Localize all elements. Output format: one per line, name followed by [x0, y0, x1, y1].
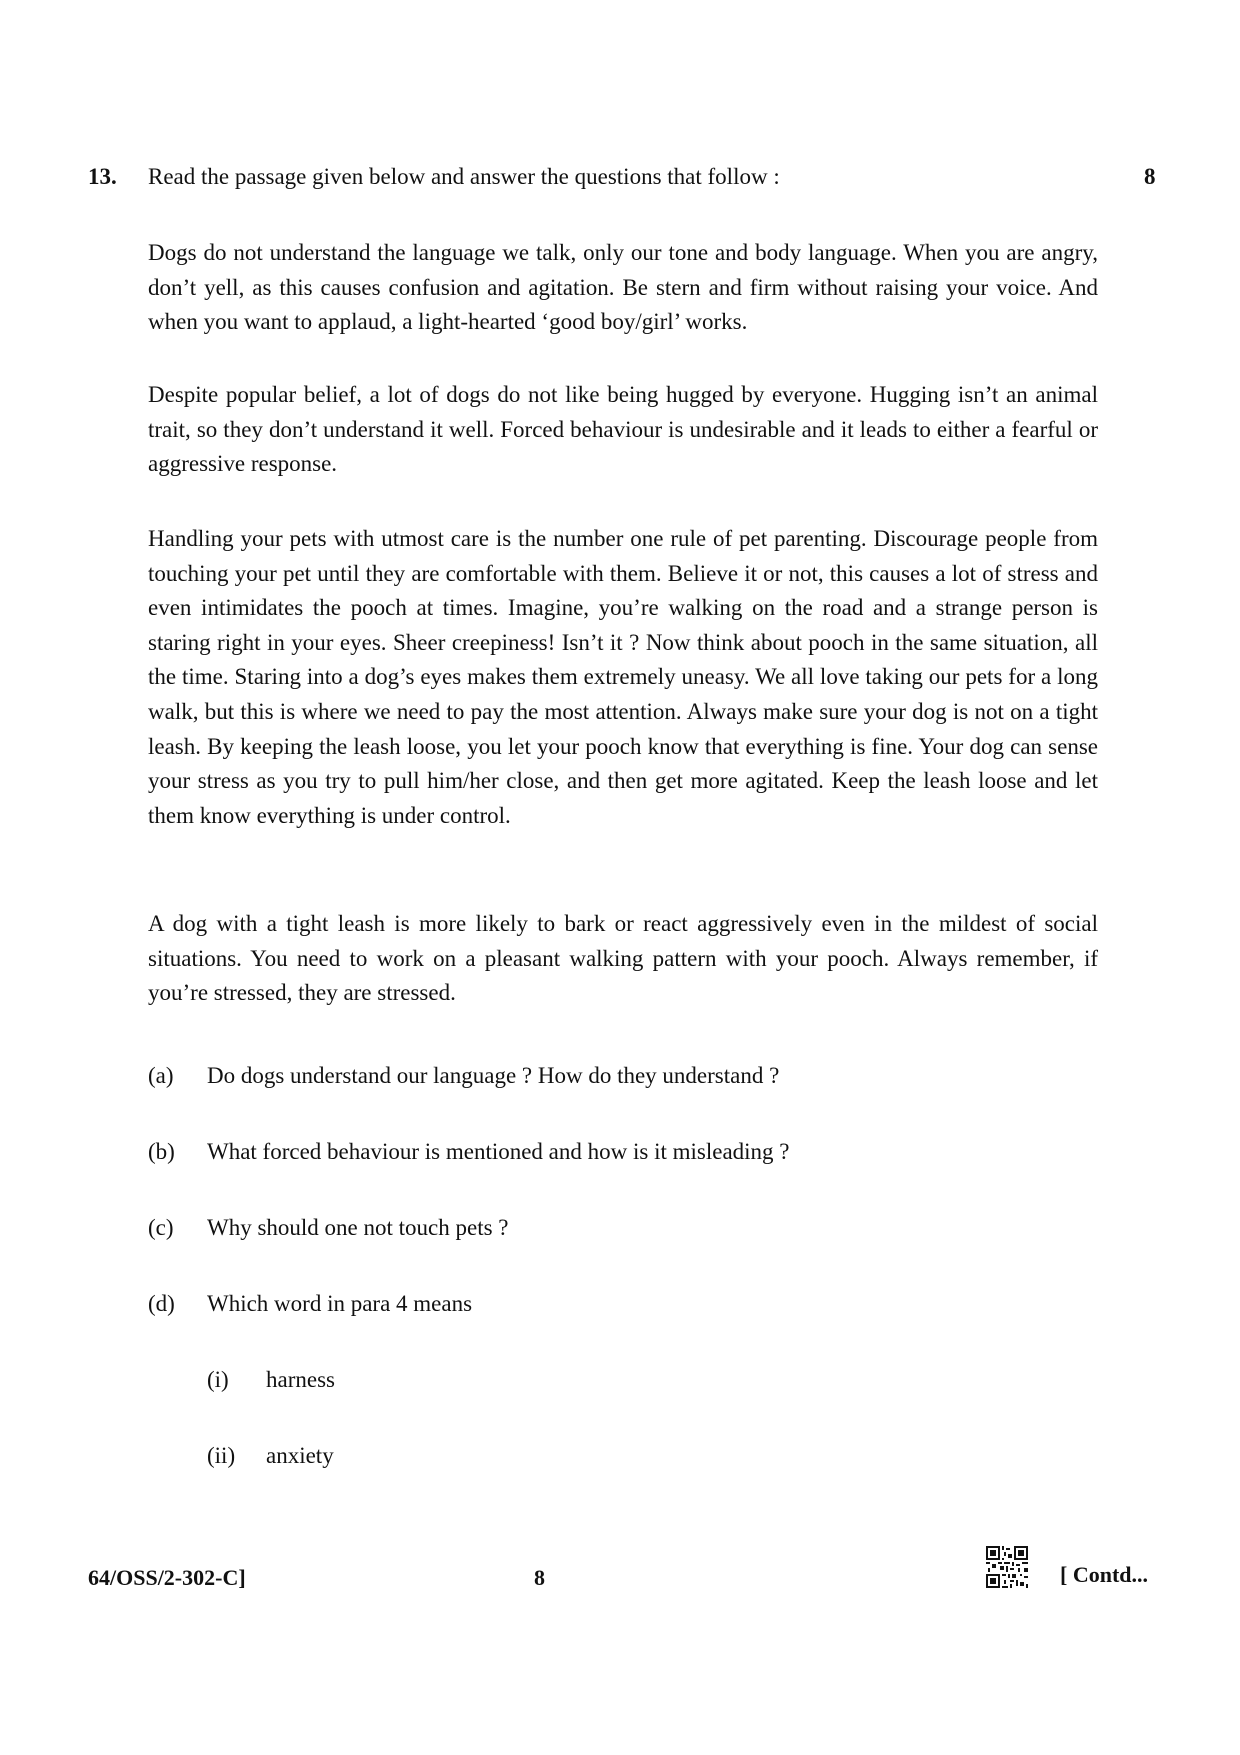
passage-paragraph-2: Despite popular belief, a lot of dogs do not like being hugged by everyone. Hugging isn’t an animal trait, so they don’t understand it well. Forced behaviour is undesirable and it leads to either a fearful or aggressive response.: [148, 382, 1098, 477]
sub-question-c-label: (c): [148, 1215, 174, 1240]
passage-paragraph-1: Dogs do not understand the language we talk, only our tone and body language. When you are angry, don’t yell, as this causes confusion and agitation. Be stern and firm without raising your voice. And when you want to applaud, a light-hearted ‘good boy/girl’ works.: [148, 240, 1098, 335]
sub-question-a-label: (a): [148, 1063, 174, 1088]
sub-question-b-label: (b): [148, 1139, 175, 1164]
sub-question-d-text: Which word in para 4 means: [207, 1291, 473, 1316]
question-number: 13.: [88, 164, 117, 189]
sub-question-d-i-label: (i): [207, 1367, 229, 1392]
sub-question-a-text: Do dogs understand our language ? How do they understand ?: [207, 1063, 780, 1088]
passage-paragraph-4: A dog with a tight leash is more likely to bark or react aggressively even in the mildest of social situations. You need to work on a pleasant walking pattern with your pooch. Always remember, if you’re stressed, they are stressed.: [148, 911, 1098, 1006]
continued-marker: [ Contd...: [1060, 1562, 1149, 1587]
question-marks: 8: [1144, 164, 1156, 189]
question-instruction: Read the passage given below and answer the questions that follow :: [148, 164, 780, 189]
sub-question-d-ii-text: anxiety: [266, 1443, 334, 1468]
sub-question-b-text: What forced behaviour is mentioned and how is it misleading ?: [207, 1139, 790, 1164]
qr-code-icon: [986, 1546, 1028, 1588]
sub-question-d-ii-label: (ii): [207, 1443, 236, 1468]
sub-question-c-text: Why should one not touch pets ?: [207, 1215, 509, 1240]
paper-code: 64/OSS/2-302-C]: [88, 1565, 246, 1590]
page-number: 8: [534, 1565, 545, 1590]
passage-paragraph-3: Handling your pets with utmost care is the number one rule of pet parenting. Discourage people from touching your pet until they are comfortable with them. Believe it or not, this causes a lot of stress and even intimidates the pooch at times. Imagine, you’re walking on the road and a strange person is staring right in your eyes. Sheer creepiness! Isn’t it ? Now think about pooch in the same situation, all the time. Staring into a dog’s eyes makes them extremely uneasy. We all love taking our pets for a long walk, but this is where we need to pay the most attention. Always make sure your dog is not on a tight leash. By keeping the leash loose, you let your pooch know that everything is fine. Your dog can sense your stress as you try to pull him/her close, and then get more agitated. Keep the leash loose and let them know everything is under control.: [148, 526, 1098, 828]
sub-question-d-label: (d): [148, 1291, 175, 1316]
sub-question-d-i-text: harness: [266, 1367, 335, 1392]
